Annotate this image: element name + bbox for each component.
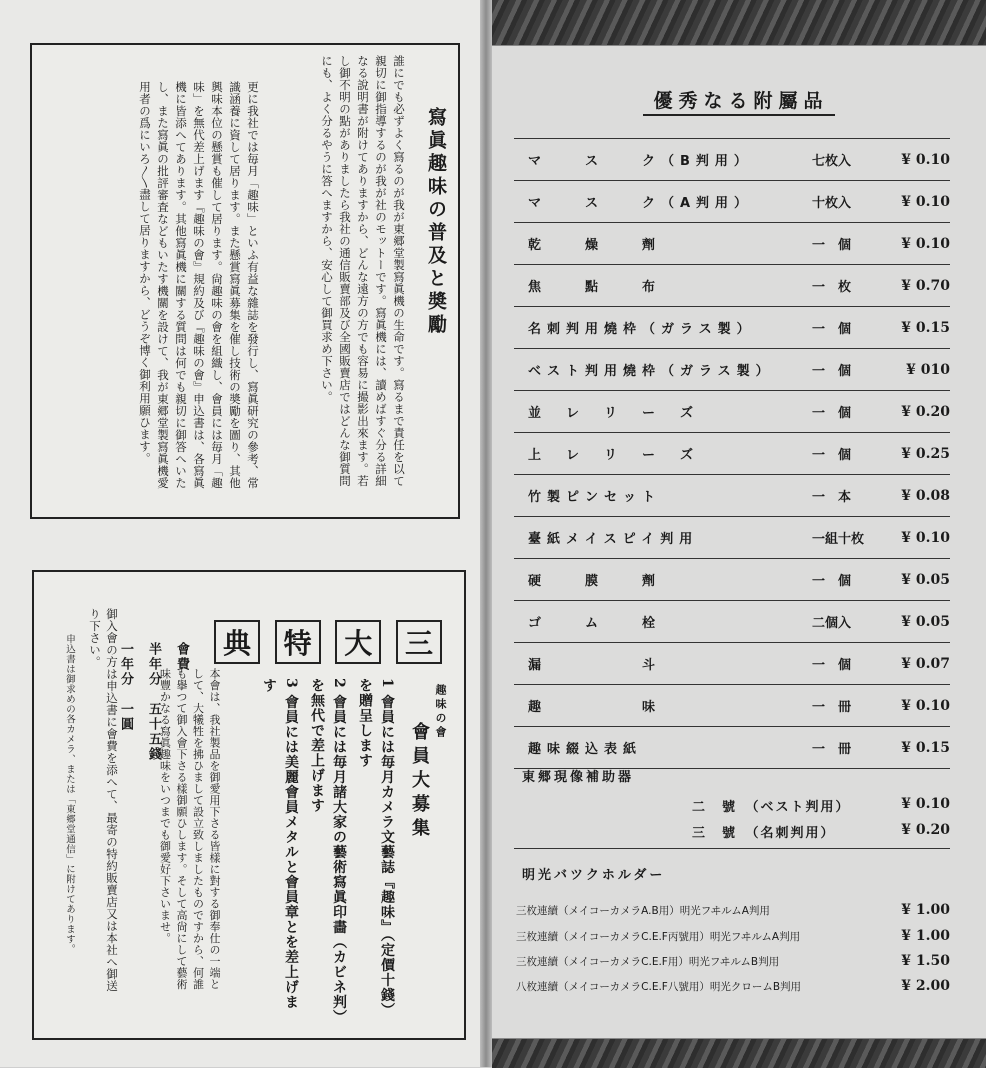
table-row [514, 306, 950, 348]
fee-term: 一年分 [118, 642, 133, 687]
back-holder-row [516, 953, 950, 969]
back-holder-price: ¥ 1.00 [901, 902, 950, 918]
fee-amount: 一圓 [118, 702, 133, 732]
item-qty: 一 個 [812, 238, 852, 253]
table-row [514, 180, 950, 222]
developing-aid-price: ¥ 0.10 [901, 796, 950, 812]
back-holder-name: 三枚連續（メイコーカメラC.E.F丙號用）明光フヰルムA判用 [516, 931, 801, 943]
developing-aid-row [692, 796, 950, 815]
table-row [514, 516, 950, 558]
book-gutter [480, 0, 492, 1067]
item-qty: 一 本 [812, 490, 852, 505]
item-qty: 一 冊 [812, 700, 852, 715]
item-name: マ ス ク（A判用） [528, 196, 754, 211]
application-footnote: 申込書は御求めの各カメラ、または「東郷堂通信」に附けてあります。 [64, 634, 75, 954]
benefit-item [354, 678, 398, 1018]
benefit-char: 三 [396, 620, 442, 664]
item-price: ¥ 0.70 [901, 277, 950, 294]
item-price: ¥ 0.10 [901, 697, 950, 714]
item-name: 名刺判用燒枠（ガラス製） [528, 322, 756, 337]
back-holder-row [516, 978, 950, 994]
table-row [514, 222, 950, 264]
item-name: 並 レ リ ー ズ [528, 406, 700, 421]
fee-row [144, 642, 162, 962]
club-description: 本會は、我社製品を御愛用下さる皆樣に對する御奉仕の一端として、大犧牲を拂ひまして設立致しましたものですから、何誰も擧つて御入會下さる樣御願ひします。そして高尙にして藝術味豐かなる寫眞趣味をいつまでも御愛好下さいませ。 [158, 668, 221, 990]
item-name: マ ス ク（B判用） [528, 154, 753, 169]
developing-aid-name: 二 號 （ベスト判用） [692, 800, 851, 815]
promotion-title: 寫眞趣味の普及と奬勵 [425, 107, 447, 337]
membership-box [32, 570, 466, 1040]
benefit-char: 特 [275, 620, 321, 664]
fee-term: 半年分 [146, 642, 161, 687]
right-page [492, 0, 986, 1067]
table-row [514, 558, 950, 600]
benefit-number: 1 [379, 678, 395, 689]
table-row [514, 348, 950, 390]
benefit-text: 會員には美麗會員メタルと會員章とを差上げます [261, 678, 299, 1010]
developing-aid-name: 三 號 （名刺判用） [692, 826, 836, 841]
item-name: 乾 燥 劑 [528, 238, 662, 253]
cover-edge-bottom [492, 1038, 986, 1068]
accessories-title [492, 86, 986, 113]
item-qty: 一 個 [812, 406, 852, 421]
item-price: ¥ 0.20 [901, 403, 950, 420]
cover-edge-top [492, 0, 986, 46]
item-price: ¥ 0.08 [901, 487, 950, 504]
item-qty: 十枚入 [812, 196, 852, 211]
back-holder-price: ¥ 2.00 [901, 978, 950, 994]
table-row [514, 600, 950, 642]
item-name: 硬 膜 劑 [528, 574, 662, 589]
table-row [514, 138, 950, 180]
item-qty: 一 個 [812, 574, 852, 589]
table-row [514, 432, 950, 474]
item-price: ¥ 0.05 [901, 571, 950, 588]
benefit-item [258, 678, 302, 1018]
item-name: 趣 味 [528, 700, 662, 715]
item-name: 上 レ リ ー ズ [528, 448, 700, 463]
item-name: 漏 斗 [528, 658, 662, 673]
item-name: ベスト判用燒枠（ガラス製） [528, 364, 775, 379]
promotion-paragraph-1: 誰にでも必ずよく寫るのが我が東郷堂製寫眞機の生命です。寫るまで責任を以て親切に御指導するのが我が社のモットーです。寫眞機には、讀めばすぐ分る詳細なる說明書が附けてありますから、どんな遠方の方でも容易に撮影出來ます。若し御不明の點がありましたら我社の通信販賣部及び全國販賣店ではどんな御質問にも、よく分るやうに答へますから、安心して御買求め下さい。 [320, 55, 406, 487]
accessories-table [514, 138, 950, 769]
table-row [514, 264, 950, 306]
promotion-paragraph-2: 更に我社では毎月「趣味」といふ有益な雜誌を發行し、寫眞研究の參考、常識涵養に資して居ります。また懸賞寫眞募集を催し技術の奬勵を圖り、其他興味本位の懸賞も催して居ります。尙趣味の會を組織し、會員には毎月「趣味」を無代差上げます『趣味の會』規約及び『趣味の會』申込書は、各寫眞機に皆添へてあります。其他寫眞機に關する質問は何でも親切に御答へいたし、また寫眞の批評審査などもいたす機關を設けて、我が東郷堂製寫眞機愛用者の爲にいろ〳〵盡して居りますから、どうぞ博く御利用願ひます。 [138, 81, 260, 489]
item-price: ¥ 0.15 [901, 739, 950, 756]
benefit-char: 典 [214, 620, 260, 664]
item-qty: 一 個 [812, 322, 852, 337]
item-qty: 七枚入 [812, 154, 852, 169]
table-row [514, 726, 950, 769]
back-holder-row [516, 902, 950, 918]
item-price: ¥ 0.10 [901, 529, 950, 546]
accessories-title-text: 優秀なる附屬品 [643, 90, 834, 116]
benefit-list [258, 678, 398, 1018]
item-qty: 一 冊 [812, 742, 852, 757]
back-holder-row [516, 928, 950, 944]
benefit-number: 2 [331, 678, 347, 689]
table-row [514, 474, 950, 516]
benefit-number: 3 [283, 678, 299, 689]
item-price: ¥ 0.10 [901, 151, 950, 168]
item-qty: 二個入 [812, 616, 852, 631]
item-price: ¥ 0.10 [901, 235, 950, 252]
back-holder-name: 三枚連續（メイコーカメラA.B用）明光フヰルムA判用 [516, 905, 770, 917]
back-holder-price: ¥ 1.50 [901, 953, 950, 969]
recruit-title: 會員大募集 [409, 722, 430, 842]
fee-label: 會費 [174, 642, 189, 672]
item-qty: 一 個 [812, 658, 852, 673]
three-benefits-header [214, 620, 442, 666]
table-row [514, 684, 950, 726]
item-qty: 一 枚 [812, 280, 852, 295]
back-holder-name: 三枚連續（メイコーカメラC.E.F用）明光フヰルムB判用 [516, 956, 780, 968]
back-holder-price: ¥ 1.00 [901, 928, 950, 944]
item-price: ¥ 010 [906, 361, 950, 378]
item-name: 焦 點 布 [528, 280, 662, 295]
item-qty: 一組十枚 [812, 532, 865, 547]
table-row [514, 642, 950, 684]
left-page [0, 0, 488, 1067]
benefit-item [306, 678, 350, 1018]
promotion-box [30, 43, 460, 519]
developing-aid-price: ¥ 0.20 [901, 822, 950, 838]
item-qty: 一 個 [812, 448, 852, 463]
fee-amount: 五十五錢 [146, 702, 161, 762]
back-holder-name: 八枚連續（メイコーカメラC.E.F八號用）明光クロームB判用 [516, 981, 802, 993]
item-name: ゴ ム 栓 [528, 616, 662, 631]
item-price: ¥ 0.25 [901, 445, 950, 462]
membership-fees [116, 642, 191, 962]
application-instructions: 御入會の方は申込書に會費を添へて、最寄の特約販賣店又は本社へ御送り下さい。 [88, 608, 119, 992]
benefit-text: 會員には毎月カメラ文藝誌『趣味』（定價十錢）を贈呈します [357, 678, 395, 1018]
item-name: 臺紙メイスピイ判用 [528, 532, 699, 547]
club-name: 趣味の會 [434, 684, 447, 740]
back-holder-title: 明光バツクホルダー [522, 868, 666, 883]
benefit-text: 會員には毎月諸大家の藝術寫眞印畵（カビネ判）を無代で差上げます [309, 678, 347, 1018]
item-price: ¥ 0.15 [901, 319, 950, 336]
item-name: 竹製ピンセット [528, 490, 662, 505]
item-name: 趣味綴込表紙 [528, 742, 643, 757]
item-price: ¥ 0.10 [901, 193, 950, 210]
item-price: ¥ 0.07 [901, 655, 950, 672]
item-price: ¥ 0.05 [901, 613, 950, 630]
item-qty: 一 個 [812, 364, 852, 379]
developing-aid-row [692, 822, 950, 841]
developing-aid-title: 東郷現像補助器 [522, 770, 635, 785]
section-divider [514, 848, 950, 849]
benefit-char: 大 [335, 620, 381, 664]
table-row [514, 390, 950, 432]
